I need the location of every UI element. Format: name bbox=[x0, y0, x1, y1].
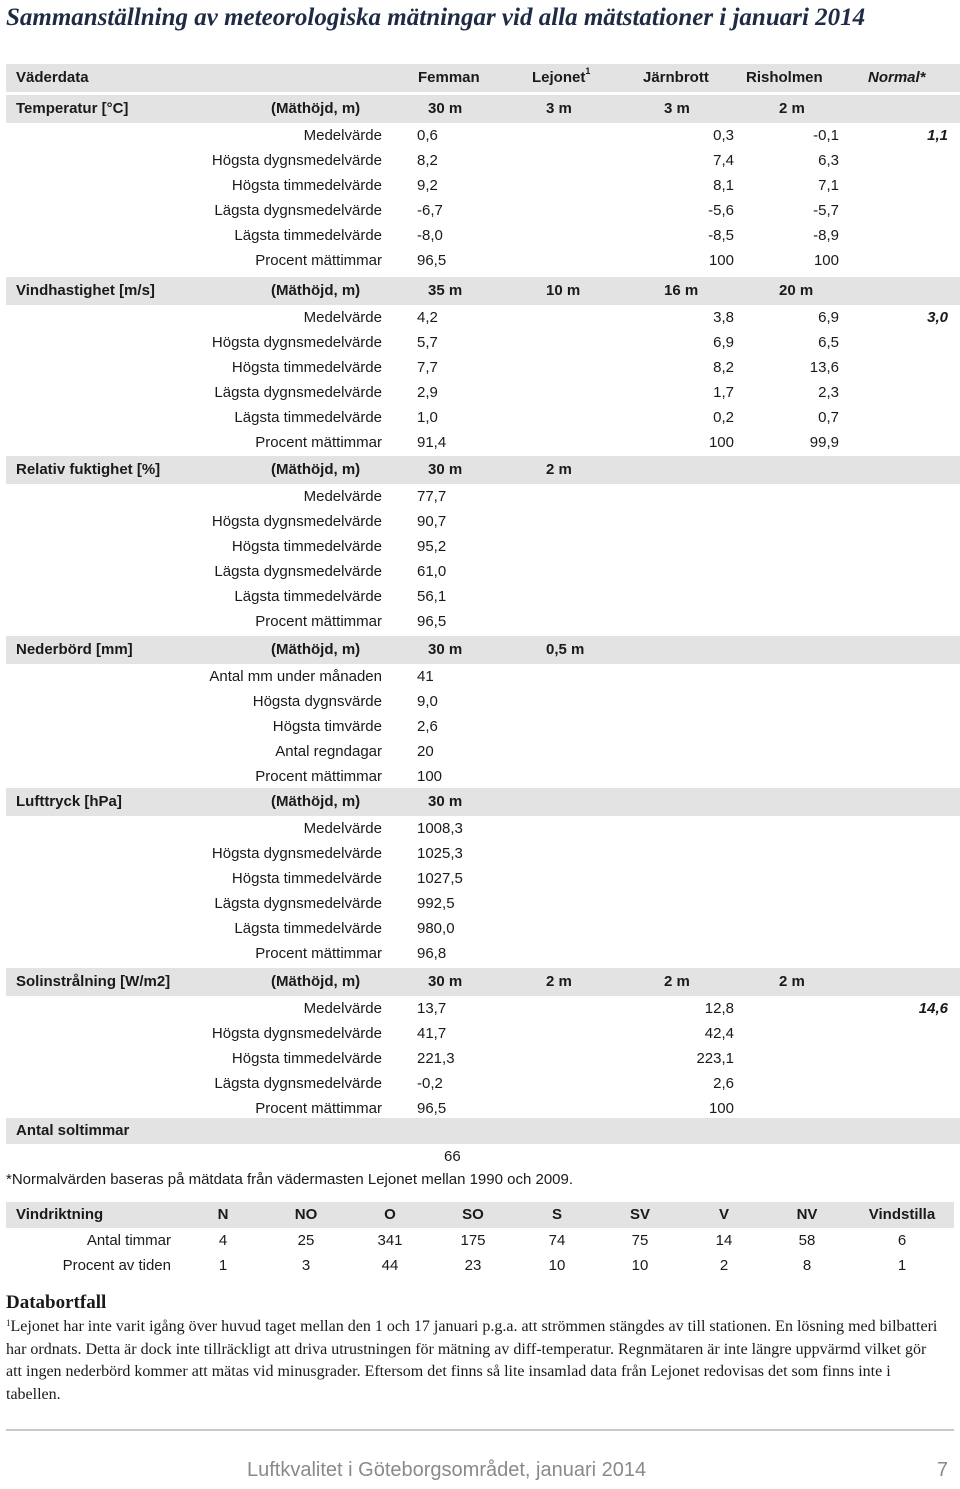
height-label: (Mäthöjd, m) bbox=[271, 100, 361, 117]
wind-cell: 75 bbox=[631, 1232, 649, 1249]
normal-footnote: *Normalvärden baseras på mätdata från vädermasten Lejonet mellan 1990 och 2009. bbox=[6, 1171, 574, 1188]
station-height: 3 m bbox=[546, 100, 572, 117]
value-risholmen: 0,7 bbox=[818, 409, 839, 426]
row-label: Högsta timmedelvärde bbox=[231, 359, 382, 376]
wind-cell: 25 bbox=[297, 1232, 315, 1249]
value-risholmen: 7,1 bbox=[818, 177, 839, 194]
row-label: Högsta dygnsmedelvärde bbox=[211, 845, 382, 862]
value-jarnbrott: 8,2 bbox=[713, 359, 734, 376]
table-row bbox=[6, 941, 960, 966]
value-femman: 96,5 bbox=[417, 252, 447, 269]
value-femman: 1008,3 bbox=[417, 820, 463, 837]
station-height: 35 m bbox=[428, 282, 463, 299]
station-height: 10 m bbox=[546, 282, 581, 299]
header-risholmen: Risholmen bbox=[746, 69, 823, 86]
value-femman: 1025,3 bbox=[417, 845, 463, 862]
value-femman: 7,7 bbox=[417, 359, 438, 376]
soltimmar-row bbox=[6, 1118, 960, 1144]
value-femman: 9,2 bbox=[417, 177, 438, 194]
table-row bbox=[6, 248, 960, 273]
header-label: Väderdata bbox=[16, 69, 89, 86]
wind-row bbox=[6, 1253, 954, 1278]
soltimmar-value-row bbox=[6, 1144, 960, 1169]
value-femman: 980,0 bbox=[417, 920, 455, 937]
soltimmar-label: Antal soltimmar bbox=[16, 1122, 130, 1139]
row-label: Högsta dygnsmedelvärde bbox=[211, 334, 382, 351]
wind-cell: 3 bbox=[301, 1257, 311, 1274]
value-risholmen: -0,1 bbox=[813, 127, 839, 144]
value-femman: 8,2 bbox=[417, 152, 438, 169]
height-label: (Mäthöjd, m) bbox=[271, 973, 361, 990]
value-jarnbrott: 223,1 bbox=[696, 1050, 734, 1067]
row-label: Procent mättimmar bbox=[255, 613, 382, 630]
value-jarnbrott: 8,1 bbox=[713, 177, 734, 194]
table-row bbox=[6, 380, 960, 405]
value-femman: 96,5 bbox=[417, 1100, 447, 1117]
table-row bbox=[6, 866, 960, 891]
row-label: Högsta dygnsvärde bbox=[252, 693, 382, 710]
wind-cell: 10 bbox=[548, 1257, 566, 1274]
height-label: (Mäthöjd, m) bbox=[271, 641, 361, 658]
value-jarnbrott: -8,5 bbox=[708, 227, 734, 244]
wind-cell: 44 bbox=[381, 1257, 399, 1274]
section-name: Relativ fuktighet [%] bbox=[16, 461, 161, 478]
value-femman: 221,3 bbox=[417, 1050, 455, 1067]
header-lejonet: Lejonet$^1$ bbox=[532, 66, 591, 86]
value-normal: 1,1 bbox=[927, 127, 948, 144]
value-femman: 9,0 bbox=[417, 693, 438, 710]
table-row bbox=[6, 223, 960, 248]
station-height: 30 m bbox=[428, 973, 463, 990]
wind-row-label: Vindriktning bbox=[16, 1206, 104, 1223]
value-risholmen: 2,3 bbox=[818, 384, 839, 401]
row-label: Lägsta dygnsmedelvärde bbox=[214, 895, 382, 912]
value-jarnbrott: 0,3 bbox=[713, 127, 734, 144]
station-height: 16 m bbox=[664, 282, 699, 299]
value-risholmen: 99,9 bbox=[809, 434, 839, 451]
table-row bbox=[6, 173, 960, 198]
databortfall-text: $^1$Lejonet har inte varit igång över huvud taget mellan den 1 och 17 januari p.g.a. att strömmen stängdes av till stationen. En lösning med bilbatteri har ordnats. Detta är dock inte tillräckligt att driva utrustningen för mätning av diff-temperatur. Regnmätaren är inte längre uppvärmd vilket gör att ingen nederbörd kommer att mätas vid minusgrader. Eftersom det finns så lite insamlad data från Lejonet redovisas det som finns inte i tabellen. bbox=[6, 1318, 938, 1403]
row-label: Lägsta dygnsmedelvärde bbox=[214, 202, 382, 219]
row-label: Högsta timmedelvärde bbox=[231, 177, 382, 194]
wind-cell: 2 bbox=[719, 1257, 729, 1274]
page-number: 7 bbox=[936, 1459, 948, 1481]
table-header-row bbox=[6, 64, 960, 92]
value-risholmen: -5,7 bbox=[813, 202, 839, 219]
table-row bbox=[6, 148, 960, 173]
row-label: Högsta dygnsmedelvärde bbox=[211, 152, 382, 169]
value-femman: 77,7 bbox=[417, 488, 447, 505]
station-height: 20 m bbox=[779, 282, 814, 299]
value-femman: 1027,5 bbox=[417, 870, 463, 887]
value-femman: 56,1 bbox=[417, 588, 447, 605]
station-height: 30 m bbox=[428, 461, 463, 478]
value-femman: 4,2 bbox=[417, 309, 438, 326]
wind-cell: 1 bbox=[897, 1257, 907, 1274]
value-jarnbrott: -5,6 bbox=[708, 202, 734, 219]
value-femman: 2,6 bbox=[417, 718, 438, 735]
value-femman: 91,4 bbox=[417, 434, 447, 451]
table-row bbox=[6, 198, 960, 223]
wind-header-row bbox=[6, 1202, 954, 1228]
value-femman: 41 bbox=[417, 668, 434, 685]
row-label: Medelvärde bbox=[303, 820, 382, 837]
station-height: 30 m bbox=[428, 100, 463, 117]
value-femman: 61,0 bbox=[417, 563, 447, 580]
value-jarnbrott: 100 bbox=[708, 434, 734, 451]
table-row bbox=[6, 405, 960, 430]
row-label: Lägsta dygnsmedelvärde bbox=[214, 563, 382, 580]
table-row bbox=[6, 816, 960, 841]
value-risholmen: 100 bbox=[813, 252, 839, 269]
wind-row-label: Antal timmar bbox=[86, 1232, 171, 1249]
wind-cell: 10 bbox=[631, 1257, 649, 1274]
header-jarnbrott: Järnbrott bbox=[643, 69, 709, 86]
row-label: Högsta timmedelvärde bbox=[231, 538, 382, 555]
row-label: Medelvärde bbox=[303, 309, 382, 326]
table-row bbox=[6, 996, 960, 1021]
wind-row-label: Procent av tiden bbox=[62, 1257, 171, 1274]
value-femman: 41,7 bbox=[417, 1025, 447, 1042]
station-height: 2 m bbox=[779, 100, 805, 117]
wind-cell: NV bbox=[796, 1206, 818, 1223]
value-jarnbrott: 0,2 bbox=[713, 409, 734, 426]
row-label: Procent mättimmar bbox=[255, 434, 382, 451]
row-label: Lägsta dygnsmedelvärde bbox=[214, 1075, 382, 1092]
wind-cell: 1 bbox=[218, 1257, 228, 1274]
table-row bbox=[6, 764, 960, 789]
table-row bbox=[6, 609, 960, 634]
row-label: Antal mm under månaden bbox=[209, 668, 382, 685]
station-height: 30 m bbox=[428, 793, 463, 810]
value-normal: 14,6 bbox=[918, 1000, 948, 1017]
wind-cell: S bbox=[551, 1206, 562, 1223]
value-risholmen: 6,5 bbox=[818, 334, 839, 351]
value-femman: 100 bbox=[417, 768, 443, 785]
table-row bbox=[6, 841, 960, 866]
value-femman: 992,5 bbox=[417, 895, 455, 912]
table-row bbox=[6, 330, 960, 355]
value-femman: 96,5 bbox=[417, 613, 447, 630]
wind-cell: NO bbox=[294, 1206, 318, 1223]
databortfall-sup: 1 bbox=[6, 1318, 11, 1328]
value-normal: 3,0 bbox=[927, 309, 948, 326]
table-row bbox=[6, 305, 960, 330]
height-label: (Mäthöjd, m) bbox=[271, 461, 361, 478]
table-row bbox=[6, 1046, 960, 1071]
section-name: Vindhastighet [m/s] bbox=[16, 282, 155, 299]
value-femman: 0,6 bbox=[417, 127, 438, 144]
section-name: Temperatur [°C] bbox=[16, 100, 129, 117]
station-height: 3 m bbox=[664, 100, 690, 117]
value-jarnbrott: 42,4 bbox=[704, 1025, 734, 1042]
section-header-row bbox=[6, 277, 960, 305]
section-name: Nederbörd [mm] bbox=[16, 641, 133, 658]
wind-cell: 14 bbox=[715, 1232, 733, 1249]
row-label: Högsta timmedelvärde bbox=[231, 870, 382, 887]
station-height: 2 m bbox=[779, 973, 805, 990]
row-label: Procent mättimmar bbox=[255, 252, 382, 269]
wind-row bbox=[6, 1228, 954, 1253]
wind-cell: 8 bbox=[802, 1257, 812, 1274]
section-header-row bbox=[6, 788, 960, 816]
value-jarnbrott: 100 bbox=[708, 252, 734, 269]
value-femman: -8,0 bbox=[417, 227, 443, 244]
station-height: 0,5 m bbox=[546, 641, 585, 658]
row-label: Procent mättimmar bbox=[255, 1100, 382, 1117]
value-femman: 1,0 bbox=[417, 409, 438, 426]
height-label: (Mäthöjd, m) bbox=[271, 793, 361, 810]
page-title: Sammanställning av meteorologiska mätningar vid alla mätstationer i januari 2014 bbox=[6, 4, 866, 31]
value-femman: -0,2 bbox=[417, 1075, 443, 1092]
table-row bbox=[6, 891, 960, 916]
table-row bbox=[6, 714, 960, 739]
station-height: 2 m bbox=[546, 973, 572, 990]
section-header-row bbox=[6, 95, 960, 123]
table-row bbox=[6, 559, 960, 584]
wind-cell: N bbox=[217, 1206, 229, 1223]
table-row bbox=[6, 664, 960, 689]
row-label: Medelvärde bbox=[303, 1000, 382, 1017]
table-row bbox=[6, 509, 960, 534]
wind-cell: 341 bbox=[377, 1232, 403, 1249]
value-risholmen: -8,9 bbox=[813, 227, 839, 244]
table-row bbox=[6, 1071, 960, 1096]
value-femman: 96,8 bbox=[417, 945, 447, 962]
value-jarnbrott: 7,4 bbox=[713, 152, 734, 169]
wind-cell: 58 bbox=[798, 1232, 816, 1249]
row-label: Lägsta timmedelvärde bbox=[234, 920, 382, 937]
row-label: Antal regndagar bbox=[275, 743, 382, 760]
value-jarnbrott: 1,7 bbox=[713, 384, 734, 401]
row-label: Lägsta timmedelvärde bbox=[234, 409, 382, 426]
section-name: Lufttryck [hPa] bbox=[16, 793, 122, 810]
header-normal: Normal* bbox=[868, 69, 926, 86]
table-row bbox=[6, 123, 960, 148]
value-jarnbrott: 100 bbox=[708, 1100, 734, 1117]
value-risholmen: 6,3 bbox=[818, 152, 839, 169]
table-row bbox=[6, 484, 960, 509]
soltimmar-value: 66 bbox=[444, 1148, 461, 1165]
wind-cell: 4 bbox=[218, 1232, 228, 1249]
value-femman: 13,7 bbox=[417, 1000, 447, 1017]
row-label: Högsta timmedelvärde bbox=[231, 1050, 382, 1067]
value-femman: 90,7 bbox=[417, 513, 447, 530]
value-femman: 5,7 bbox=[417, 334, 438, 351]
value-jarnbrott: 3,8 bbox=[713, 309, 734, 326]
table-row bbox=[6, 916, 960, 941]
table-row bbox=[6, 355, 960, 380]
header-femman: Femman bbox=[418, 69, 480, 86]
value-jarnbrott: 6,9 bbox=[713, 334, 734, 351]
station-height: 30 m bbox=[428, 641, 463, 658]
table-row bbox=[6, 584, 960, 609]
wind-cell: 175 bbox=[460, 1232, 486, 1249]
value-risholmen: 6,9 bbox=[818, 309, 839, 326]
wind-cell: 23 bbox=[464, 1257, 482, 1274]
row-label: Högsta timvärde bbox=[272, 718, 382, 735]
wind-cell: SV bbox=[629, 1206, 650, 1223]
row-label: Medelvärde bbox=[303, 488, 382, 505]
value-femman: 2,9 bbox=[417, 384, 438, 401]
station-height: 2 m bbox=[546, 461, 572, 478]
table-row bbox=[6, 689, 960, 714]
table-row bbox=[6, 1021, 960, 1046]
value-risholmen: 13,6 bbox=[809, 359, 839, 376]
footer-divider bbox=[6, 1429, 954, 1431]
wind-cell: V bbox=[718, 1206, 729, 1223]
row-label: Högsta dygnsmedelvärde bbox=[211, 513, 382, 530]
row-label: Lägsta timmedelvärde bbox=[234, 588, 382, 605]
footer-text: Luftkvalitet i Göteborgsområdet, januari 2014 bbox=[247, 1459, 647, 1481]
section-header-row bbox=[6, 968, 960, 996]
databortfall-heading: Databortfall bbox=[6, 1292, 107, 1313]
section-header-row bbox=[6, 456, 960, 484]
row-label: Lägsta timmedelvärde bbox=[234, 227, 382, 244]
value-femman: 95,2 bbox=[417, 538, 447, 555]
wind-cell: O bbox=[384, 1206, 396, 1223]
wind-cell: SO bbox=[462, 1206, 484, 1223]
row-label: Procent mättimmar bbox=[255, 945, 382, 962]
table-row bbox=[6, 739, 960, 764]
table-row bbox=[6, 430, 960, 455]
wind-cell: 74 bbox=[548, 1232, 566, 1249]
row-label: Medelvärde bbox=[303, 127, 382, 144]
value-femman: 20 bbox=[417, 743, 434, 760]
section-header-row bbox=[6, 636, 960, 664]
height-label: (Mäthöjd, m) bbox=[271, 282, 361, 299]
row-label: Lägsta dygnsmedelvärde bbox=[214, 384, 382, 401]
wind-direction-table bbox=[6, 1202, 954, 1278]
section-name: Solinstrålning [W/m2] bbox=[16, 973, 171, 990]
station-height: 2 m bbox=[664, 973, 690, 990]
value-femman: -6,7 bbox=[417, 202, 443, 219]
table-row bbox=[6, 534, 960, 559]
value-jarnbrott: 12,8 bbox=[704, 1000, 734, 1017]
wind-cell: Vindstilla bbox=[868, 1206, 936, 1223]
row-label: Högsta dygnsmedelvärde bbox=[211, 1025, 382, 1042]
row-label: Procent mättimmar bbox=[255, 768, 382, 785]
value-jarnbrott: 2,6 bbox=[713, 1075, 734, 1092]
wind-cell: 6 bbox=[897, 1232, 907, 1249]
